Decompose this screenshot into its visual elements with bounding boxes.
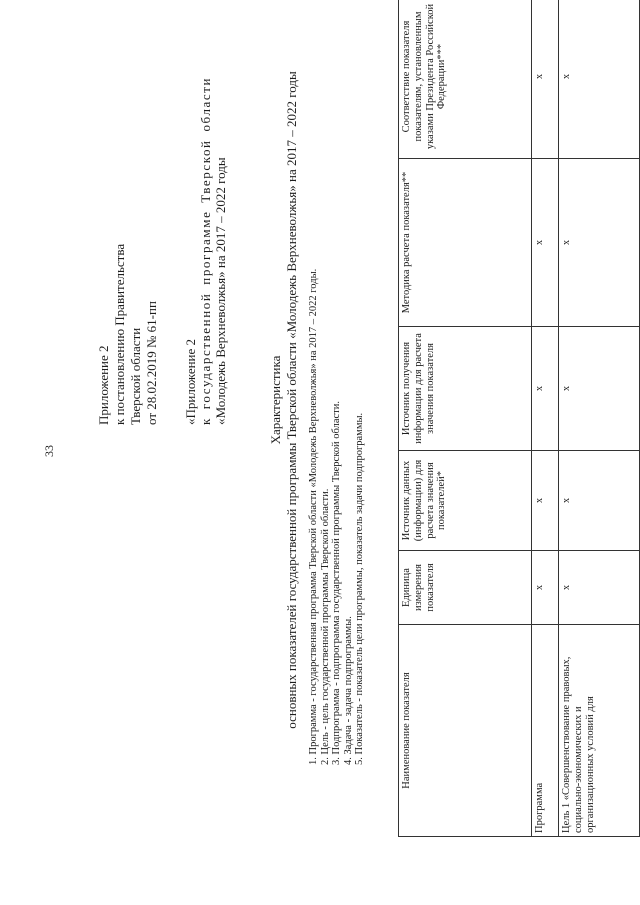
document-title xyxy=(268,0,300,905)
indicators-table xyxy=(398,0,640,837)
column-header: Наименование показателя xyxy=(399,625,532,837)
column-header: Источник данных (информации) для расчета значения показателей* xyxy=(399,451,532,551)
decree-cell: х xyxy=(532,0,559,159)
program-appendix-line: «Приложение 2 xyxy=(183,338,198,425)
table-row xyxy=(532,0,559,837)
program-appendix-line: к государственной программе Тверской области xyxy=(198,76,213,425)
title-line: основных показателей государственной программы Тверской области «Молодежь Верхневолжья» на 2017 – 2022 годы xyxy=(284,71,299,729)
info-source-cell: х xyxy=(532,327,559,451)
unit-cell: х xyxy=(559,551,640,625)
table-row xyxy=(559,0,640,837)
definition-item: 4. Задача - задача подпрограммы. xyxy=(342,616,354,765)
appendix-line: от 28.02.2019 № 61-пп xyxy=(144,301,159,425)
program-appendix-header xyxy=(183,77,228,425)
definitions-list xyxy=(308,269,366,765)
column-header: Источник получения информации для расчета значения показателя xyxy=(399,327,532,451)
column-header: Единица измерения показателя xyxy=(399,551,532,625)
page-number: 33 xyxy=(42,445,56,457)
definition-item: 2. Цель - цель государственной программы Тверской области. xyxy=(319,488,331,765)
appendix-line: Приложение 2 xyxy=(96,345,111,425)
column-header: Методика расчета показателя** xyxy=(399,159,532,327)
method-cell: х xyxy=(559,159,640,327)
data-source-cell: х xyxy=(532,451,559,551)
definition-item: 5. Показатель - показатель цели программы, показатель задачи подпрограммы. xyxy=(354,412,366,765)
definition-item: 1. Программа - государственная программа Тверской области «Молодежь Верхневолжья» на 2017 – 2022 годы. xyxy=(308,268,319,765)
indicator-name-cell: Программа xyxy=(532,625,559,837)
method-cell: х xyxy=(532,159,559,327)
info-source-cell: х xyxy=(559,327,640,451)
title-line: Характеристика xyxy=(268,355,283,445)
appendix-line: Тверской области xyxy=(128,327,143,425)
appendix-header xyxy=(96,244,160,425)
column-header: Соответствие показателя показателям, установленным указами Президента Российской Федерации*** xyxy=(399,0,532,159)
table-header-row xyxy=(399,0,532,837)
decree-cell: х xyxy=(559,0,640,159)
data-source-cell: х xyxy=(559,451,640,551)
definition-item: 3. Подпрограмма - подпрограмма государственной программы Тверской области. xyxy=(331,401,343,765)
appendix-line: к постановлению Правительства xyxy=(112,243,127,425)
indicator-name-cell: Цель 1 «Совершенствование правовых, социально-экономических и организационных условий для xyxy=(559,625,640,837)
program-appendix-line: «Молодежь Верхневолжья» на 2017 – 2022 годы xyxy=(213,157,228,425)
unit-cell: х xyxy=(532,551,559,625)
